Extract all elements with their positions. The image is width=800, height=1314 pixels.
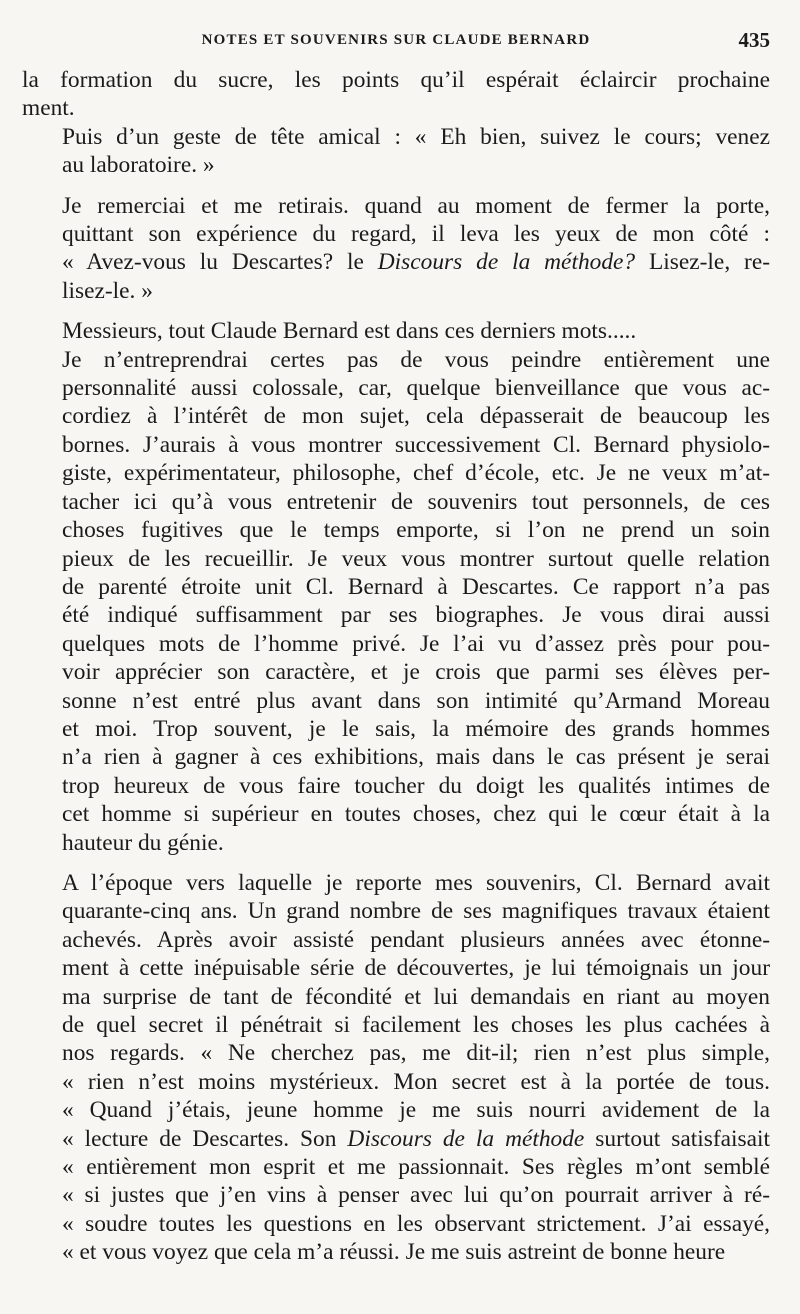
text-line: cordiez à l’intérêt de mon sujet, cela dépasserait de beaucoup les (62, 403, 770, 430)
text-line: personnalité aussi colossale, car, quelque bienveillance que vous ac- (62, 375, 770, 402)
italic-title: Discours de la méthode? (377, 249, 636, 276)
paragraph-5 (22, 346, 770, 857)
text-line: ment à cette inépuisable série de découvertes, je lui témoignais un jour (62, 955, 770, 982)
text-line: Je n’entreprendrai certes pas de vous peindre entièrement une (62, 346, 770, 373)
text-line: nos regards. « Ne cherchez pas, me dit-il; rien n’est plus simple, (62, 1040, 770, 1067)
text-line: quarante-cinq ans. Un grand nombre de ses magnifiques travaux étaient (62, 898, 770, 925)
text-line: Messieurs, tout Claude Bernard est dans ces derniers mots..... (62, 318, 637, 345)
text-line: « Avez-vous lu Descartes? le Discours de la méthode? Lisez-le, re- (62, 249, 771, 276)
text-line: ment. (22, 95, 75, 122)
text-line: « Quand j’étais, jeune homme je me suis nourri avidement de la (62, 1097, 770, 1124)
text-line: Je remerciai et me retirais. quand au moment de fermer la porte, (62, 192, 770, 219)
text-line: giste, expérimentateur, philosophe, chef d’école, etc. Je ne veux m’at- (62, 460, 770, 487)
italic-title: Discours de la méthode (347, 1125, 585, 1152)
text-line: au laboratoire. » (62, 152, 215, 179)
text-line: Puis d’un geste de tête amical : « Eh bien, suivez le cours; venez (62, 123, 770, 150)
body-text (22, 66, 770, 1267)
text-line: trop heureux de vous faire toucher du doigt les qualités intimes de (62, 772, 770, 799)
paragraph-1 (22, 66, 770, 123)
text-line: « soudre toutes les questions en les observant strictement. J’ai essayé, (62, 1210, 770, 1237)
text-line: pieux de les recueillir. Je veux vous montrer surtout quelle relation (62, 545, 770, 572)
paragraph-4 (22, 317, 770, 345)
text-line: choses fugitives que le temps emporte, si l’on ne prend un soin (62, 517, 770, 544)
text-line: « rien n’est moins mystérieux. Mon secret est à la portée de tous. (62, 1068, 770, 1095)
paragraph-2 (22, 123, 770, 180)
page-number: 435 (738, 28, 770, 52)
text-line: la formation du sucre, les points qu’il espérait éclaircir prochaine (22, 67, 770, 93)
text-line: sonne n’est entré plus avant dans son intimité qu’Armand Moreau (62, 687, 770, 714)
text-line: cet homme si supérieur en toutes choses, chez qui le cœur était à la (62, 801, 770, 828)
text-line: hauteur du génie. (62, 829, 224, 856)
text-line: quittant son expérience du regard, il leva les yeux de mon côté : (62, 221, 770, 248)
text-line: « et vous voyez que cela m’a réussi. Je me suis astreint de bonne heure (62, 1239, 726, 1266)
text-line: quelques mots de l’homme privé. Je l’ai vu d’assez près pour pou- (62, 630, 770, 657)
text-line: et moi. Trop souvent, je le sais, la mémoire des grands hommes (62, 715, 770, 742)
page-header (22, 26, 770, 66)
paragraph-3 (22, 192, 770, 306)
text-line: « si justes que j’en vins à penser avec lui qu’on pourrait arriver à ré- (62, 1182, 770, 1209)
text-line: de parenté étroite unit Cl. Bernard à Descartes. Ce rapport n’a pas (62, 573, 770, 600)
text-line: voir apprécier son caractère, et je crois que parmi ses élèves per- (62, 659, 770, 686)
text-line: « lecture de Descartes. Son Discours de la méthode surtout satisfaisait (62, 1125, 770, 1152)
text-line: « entièrement mon esprit et me passionnait. Ses règles m’ont semblé (62, 1154, 770, 1181)
text-line: de quel secret il pénétrait si facilement les choses les plus cachées à (62, 1012, 770, 1038)
text-line: A l’époque vers laquelle je reporte mes souvenirs, Cl. Bernard avait (62, 869, 770, 896)
running-head: NOTES ET SOUVENIRS SUR CLAUDE BERNARD (201, 32, 591, 48)
text-line: achevés. Après avoir assisté pendant plusieurs années avec étonne- (62, 926, 770, 953)
text-line: ma surprise de tant de fécondité et lui demandais en riant au moyen (62, 983, 770, 1010)
text-line: lisez-le. » (62, 277, 153, 304)
paragraph-6 (22, 869, 770, 1267)
text-line: tacher ici qu’à vous entretenir de souvenirs tout personnels, de ces (62, 488, 770, 515)
text-line: bornes. J’aurais à vous montrer successivement Cl. Bernard physiolo- (62, 431, 770, 458)
text-line: été indiqué suffisamment par ses biographes. Je vous dirai aussi (62, 602, 770, 629)
text-line: n’a rien à gagner à ces exhibitions, mais dans le cas présent je serai (62, 744, 770, 771)
